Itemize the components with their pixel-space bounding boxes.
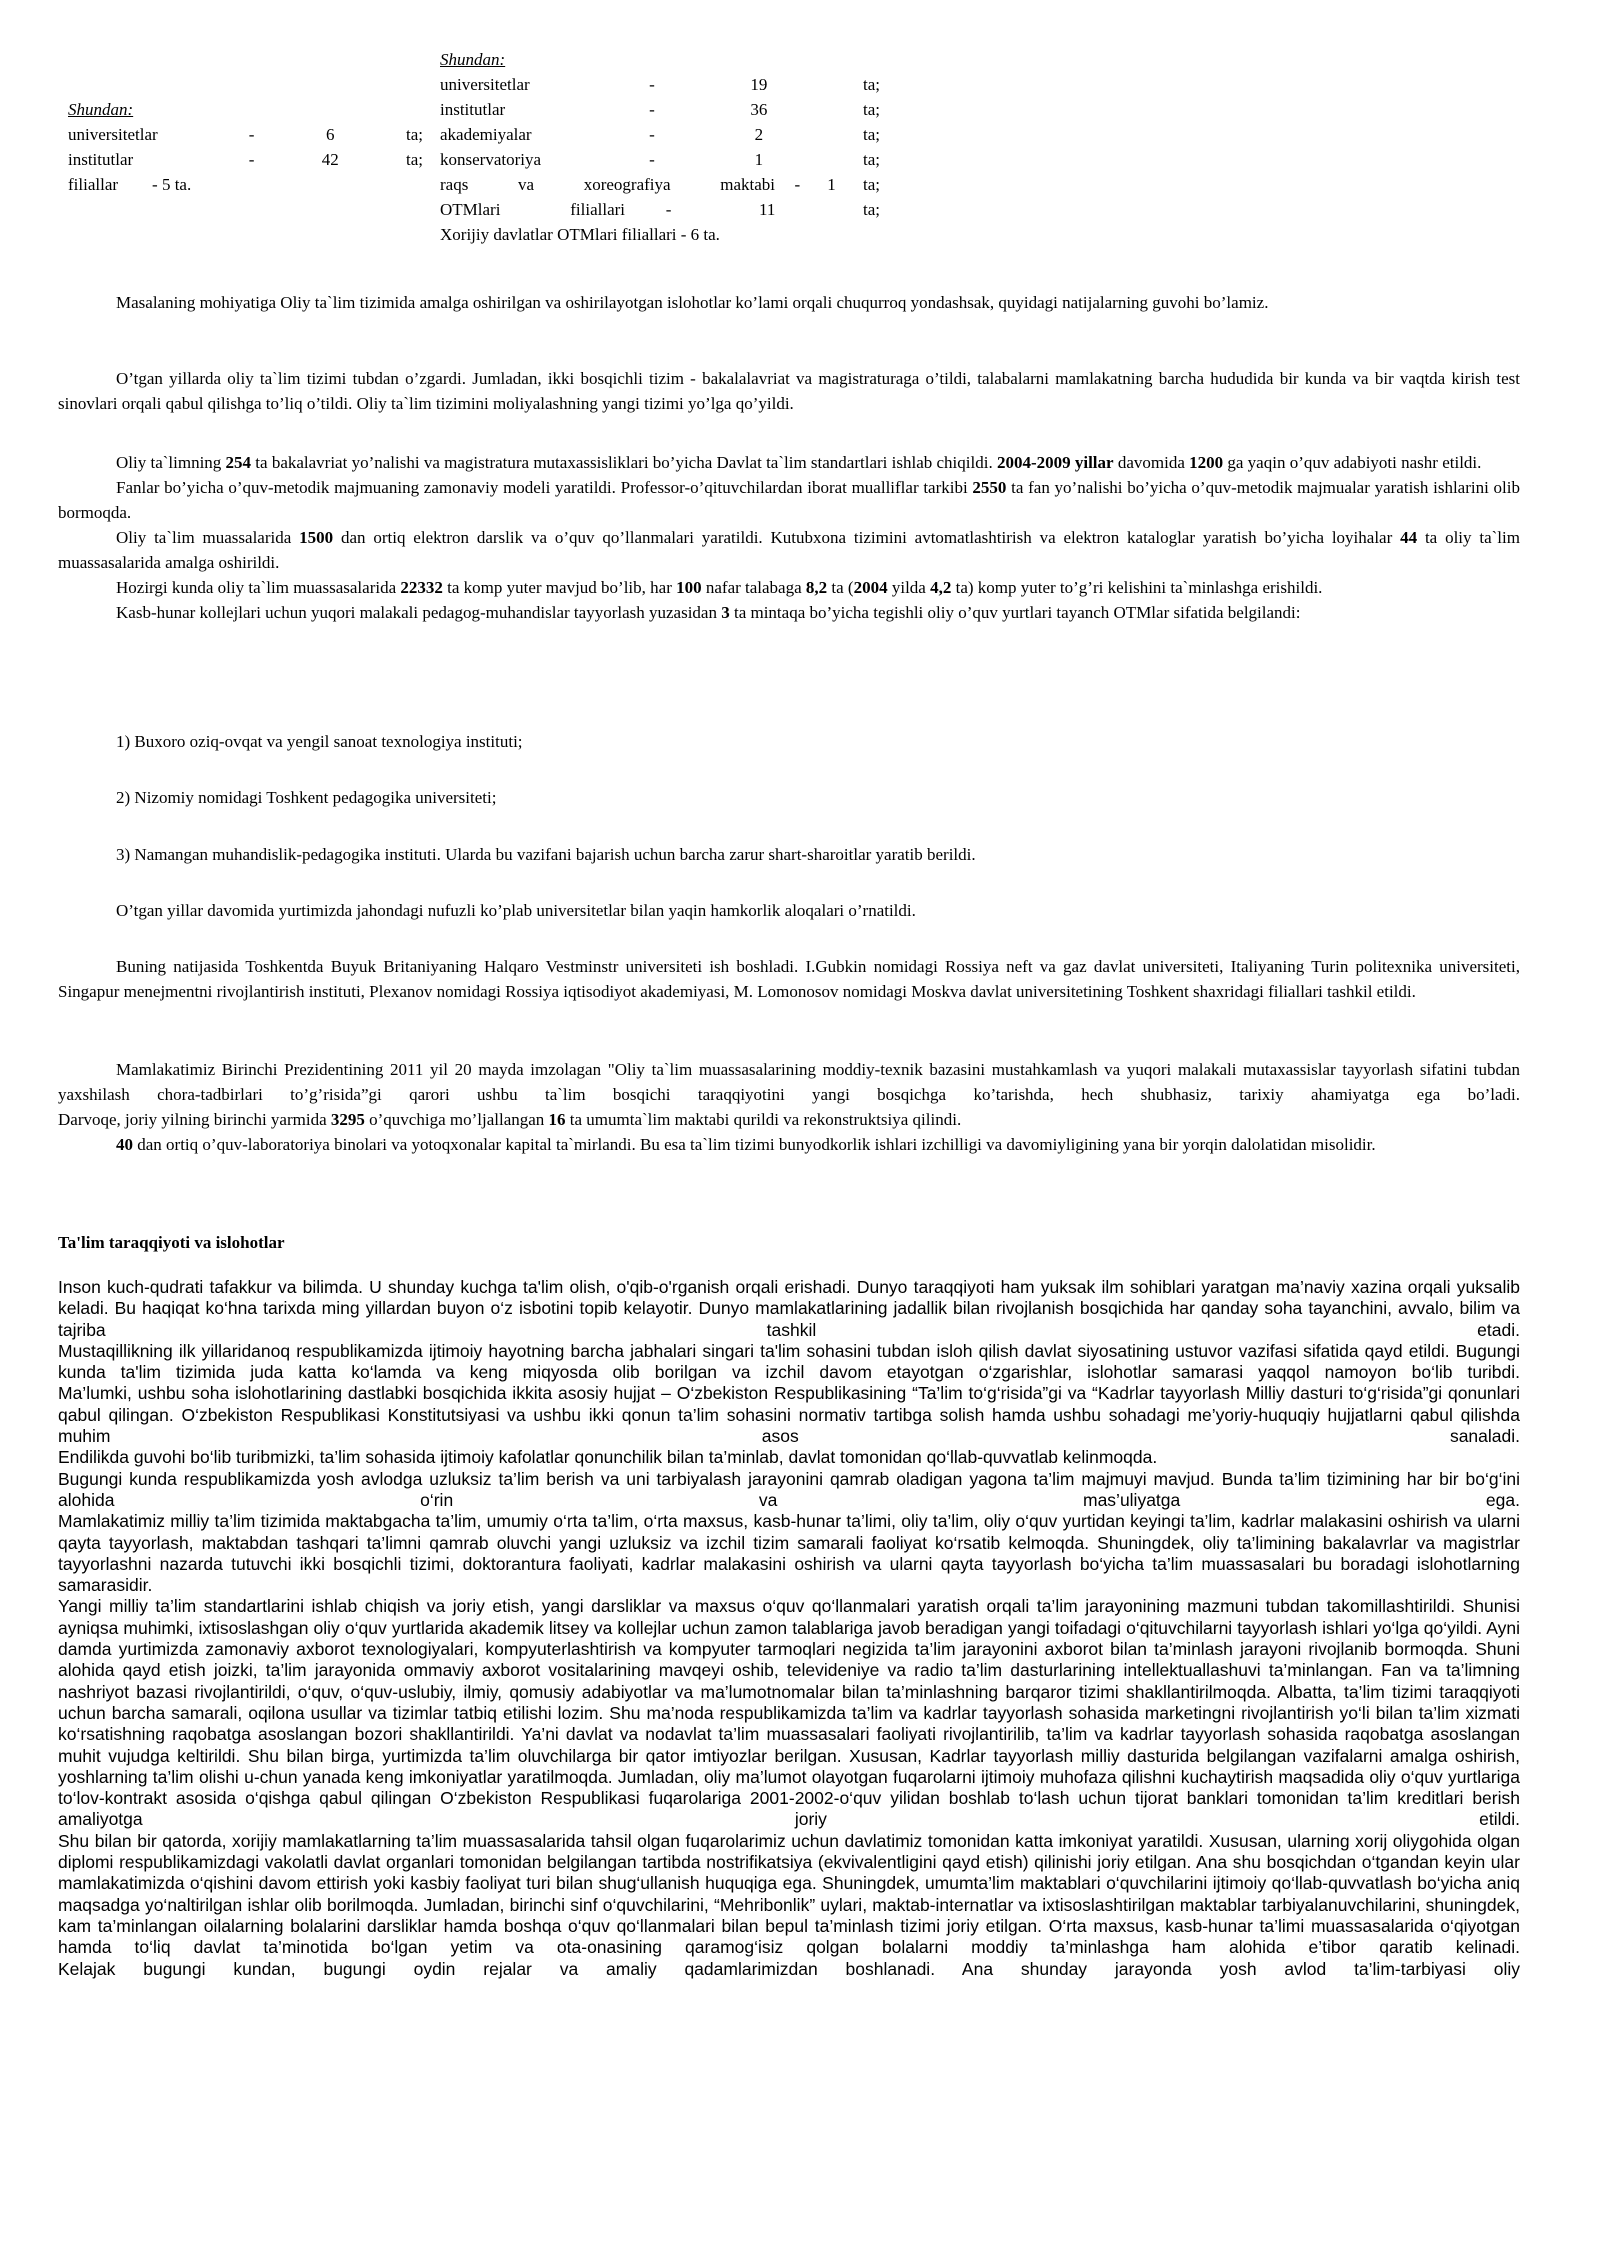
- text-run: 4,2: [930, 578, 952, 597]
- text-run: 3: [721, 603, 730, 622]
- text-run: 1200: [1189, 453, 1224, 472]
- left-institution-list: [68, 97, 423, 197]
- paragraph-text: Mamlakatimiz Birinchi Prezidentining 2011 yil 20 mayda imzolagan "Oliy ta`lim muassasalarining moddiy-texnik bazasini mustahkamlash va yuqori malakali mutaxassislar tayyorlash sifatini tubdan yaxshilash chora-tadbirlari to’g’risida”gi qarori ushbu ta`lim bosqichi taraqqiyotini yangi bosqichga ko’tarishda, hech shubhasiz, tarixiy ahamiyatga ega bo’ladi.: [58, 1060, 1520, 1104]
- paragraph-text: Kelajak bugungi kundan, bugungi oydin rejalar va amaliy qadamlarimizdan boshlanadi. Ana shunday jarayonda yosh avlod ta’lim-tarbiyasi oliy: [58, 1958, 1520, 1979]
- text-run: o’quvchiga mo’ljallangan: [364, 1110, 549, 1129]
- text-run: nafar talabaga: [701, 578, 806, 597]
- row-value: 1: [754, 150, 764, 169]
- text-run: Kasb-hunar kollejlari uchun yuqori malakali pedagog-muhandislar tayyorlash yuzasidan: [116, 603, 722, 622]
- row-value: 19: [750, 75, 768, 94]
- text-run: 22332: [400, 578, 443, 597]
- row-name: OTMlari filiallari: [440, 200, 625, 219]
- paragraph: [58, 290, 1520, 315]
- text-run: Oliy ta`lim muassalarida: [116, 528, 300, 547]
- right-list-title: Shundan:: [440, 50, 506, 69]
- text-run: yilda: [887, 578, 931, 597]
- text-run: 100: [676, 578, 702, 597]
- paragraph: [58, 954, 1520, 1004]
- paragraph-text: [58, 575, 1520, 600]
- text-run: 2004-2009 yillar: [996, 453, 1114, 472]
- right-institution-list: [440, 47, 880, 247]
- text-run: Hozirgi kunda oliy ta`lim muassasalarida: [116, 578, 401, 597]
- row-unit: ta;: [863, 100, 880, 119]
- row-name: raqs va xoreografiya maktabi: [440, 175, 775, 194]
- right-list-row: [440, 197, 880, 222]
- right-list-row: [440, 72, 880, 97]
- paragraph-text: [58, 1107, 1520, 1132]
- right-list-row: [440, 97, 880, 122]
- right-list-row: [440, 147, 880, 172]
- paragraph-text: Masalaning mohiyatiga Oliy ta`lim tizimida amalga oshirilgan va oshirilayotgan islohotlar ko’lami orqali chuqurroq yondashsak, quyidagi natijalarning guvohi bo’lamiz.: [116, 293, 1269, 312]
- decree-block: [58, 1057, 1520, 1157]
- text-run: ta fan yo’nalishi bo’yicha o’quv-metodik majmualar yaratish ishlarini olib bormoqda.: [58, 478, 1520, 522]
- row-unit: ta;: [862, 175, 880, 194]
- left-list-last: filiallar - 5 ta.: [68, 175, 192, 194]
- text-run: ta) komp yuter to’g’ri kelishini ta`minlashga erishildi.: [951, 578, 1323, 597]
- row-value: 6: [325, 125, 335, 144]
- paragraph-text: Mamlakatimiz milliy ta’lim tizimida maktabgacha ta’lim, umumiy o‘rta ta’lim, o‘rta maxsus, kasb-hunar ta’limi, oliy ta’lim, oliy o‘quv yurtidan keyingi ta’lim, kadrlar malakasini oshirish va ularni qayta tayyorlash, maktabdan tashqari ta’limni qamrab oluvchi yangi uzluksiz va izchil tizim samarali faoliyat ko‘rsatib kelmoqda. Shuningdek, oliy ta’limining bakalavrlar va magistrlar tayyorlashni nazarda tutuvchi ikki bosqichli tizimi, doktorantura faoliyati, kadrlar malakasini oshirish va ularni qayta tayyorlash bo‘yicha ta’lim muassasalari bu boradagi islohotlarning samarasidir.: [58, 1511, 1520, 1596]
- text-run: ta oliy ta`lim muassasalarida amalga oshirildi.: [58, 528, 1520, 572]
- row-unit: ta;: [863, 150, 880, 169]
- row-dash: -: [248, 125, 255, 144]
- list-item-text: 2) Nizomiy nomidagi Toshkent pedagogika universiteti;: [116, 788, 497, 807]
- list-item-text: 1) Buxoro oziq-ovqat va yengil sanoat texnologiya instituti;: [116, 732, 523, 751]
- text-run: 16: [548, 1110, 566, 1129]
- paragraph-text: [58, 600, 1520, 625]
- row-name: institutlar: [68, 150, 134, 169]
- right-list-last: Xorijiy davlatlar OTMlari filiallari - 6 ta.: [440, 225, 720, 244]
- left-list-row: [68, 147, 423, 172]
- paragraph-text: Buning natijasida Toshkentda Buyuk Britaniyaning Halqaro Vestminstr universiteti ish boshladi. I.Gubkin nomidagi Rossiya neft va gaz davlat universiteti, Italiyaning Turin politexnika universiteti, Singapur menejmentni rivojlantirish instituti, Plexanov nomidagi Rossiya iqtisodiyot akademiyasi, M. Lomonosov nomidagi Moskva davlat universitetining Toshkent shaxridagi filiallari tashkil etildi.: [58, 957, 1520, 1001]
- text-run: 40: [116, 1135, 133, 1154]
- left-list-title: Shundan:: [68, 100, 134, 119]
- paragraph-text: Yangi milliy ta’lim standartlarini ishlab chiqish va joriy etish, yangi darsliklar va maxsus o‘quv qo‘llanmalari yaratish orqali ta’lim jarayonining mazmuni tubdan takomillashtirildi. Shunisi ayniqsa muhimki, ixtisoslashgan oliy o‘quv yurtlarida akademik litsey va kollejlar uchun zamon talablariga javob beradigan yangi toifadagi o‘qituvchilarni tayyorlash ishlari yo‘lga qo‘yildi. Ayni damda yurtimizda zamonaviy axborot texnologiyalari, kompyuterlashtirish va kompyuter tarmoqlari negizida ta’lim jarayonini axborot bilan ta’minlash jarayoni rivojlanib bormoqda. Shuni alohida qayd etish joizki, ta’lim jarayonida ommaviy axborot vositalarining mavqeyi oshib, televideniye va radio ta’lim dasturlarining intellektuallashuvi ta’minlangan. Fan va ta’limning nashriyot bazasi rivojlantirildi, o‘quv, o‘quv-uslubiy, ilmiy, qomusiy adabiyotlar va ma’lumotnomalar bilan ta’minlashning barqaror tizimi shakllantirilmoqda. Albatta, ta’lim tizimi taraqqiyoti uchun barcha samarali, oqilona usullar va tizimlar tatbiq etilishi lozim. Shu ma’noda respublikamizda ta’lim va kadrlar tayyorlash sohasida marketingni rivojlantirish yo‘li bilan ta’lim xizmati ko‘rsatishning raqobatga asoslangan bozori shakllantirildi. Ya’ni davlat va nodavlat ta’lim muassasalari faoliyati rivojlantirilib, ta’lim va kadrlar tayyorlash sohasida raqobatga asoslangan muhit vujudga keltirildi. Shu bilan birga, yurtimizda ta’lim oluvchilarga bir qator imtiyozlar berilgan. Xususan, Kadrlar tayyorlash milliy dasturida belgilangan vazifalarni amalga oshirish, yoshlarning ta’lim olishi u-chun yanada keng imkoniyatlar yaratilmoqda. Jumladan, oliy ma’lumot olayotgan fuqarolarni ijtimoiy muhofaza qilishni kuchaytirish maqsadida oliy o‘quv yurtlariga to‘lov-kontrakt asosida o‘qishga qabul qilingan O‘zbekiston Respublikasi fuqarolariga 2001-2002-o‘quv yilidan boshlab to‘lash uchun tijorat banklari tomonidan ta’lim kreditlari berish amaliyotga joriy etildi.: [58, 1596, 1520, 1830]
- paragraph-text: [58, 1132, 1520, 1157]
- row-name: institutlar: [440, 100, 506, 119]
- list-item: [58, 785, 1520, 810]
- row-unit: ta;: [863, 125, 880, 144]
- row-unit: ta;: [863, 75, 880, 94]
- text-run: Fanlar bo’yicha o’quv-metodik majmuaning zamonaviy modeli yaratildi. Professor-o’qituvchilardan iborat mualliflar tarkibi: [116, 478, 973, 497]
- row-name: akademiyalar: [440, 125, 532, 144]
- paragraph-text: O’tgan yillar davomida yurtimizda jahondagi nufuzli ko’plab universitetlar bilan yaqin hamkorlik aloqalari o’rnatildi.: [116, 901, 916, 920]
- row-value: 11: [759, 200, 776, 219]
- row-name: universitetlar: [440, 75, 530, 94]
- left-list-row: [68, 122, 423, 147]
- row-value: 36: [750, 100, 768, 119]
- text-run: 1500: [299, 528, 334, 547]
- text-run: ta mintaqa bo’yicha tegishli oliy o’quv yurtlari tayanch OTMlar sifatida belgilandi:: [729, 603, 1301, 622]
- paragraph: [58, 366, 1520, 416]
- paragraph-text: [58, 475, 1520, 525]
- paragraph-text: O’tgan yillarda oliy ta`lim tizimi tubdan o’zgardi. Jumladan, ikki bosqichli tizim - bakalalavriat va magistraturaga o’tildi, talabalarni mamlakatning barcha hududida bir kunda va bir vaqtda kirish test sinovlari orqali qabul qilishga to’liq o’tildi. Oliy ta`lim tizimini moliyalashning yangi tizimi yo’lga qo’yildi.: [58, 369, 1520, 413]
- text-run: dan ortiq elektron darslik va o’quv qo’llanmalari yaratildi. Kutubxona tizimini avtomatlashtirish va elektron kataloglar yaratish bo’yicha loyihalar: [333, 528, 1401, 547]
- row-dash: -: [794, 175, 801, 194]
- right-list-row: [440, 172, 880, 197]
- text-run: Darvoqe, joriy yilning birinchi yarmida: [58, 1110, 331, 1129]
- row-value: 2: [754, 125, 764, 144]
- row-dash: -: [649, 150, 655, 169]
- row-name: konservatoriya: [440, 150, 542, 169]
- row-dash: -: [649, 75, 655, 94]
- text-run: 8,2: [805, 578, 828, 597]
- text-run: ta umumta`lim maktabi qurildi va rekonstruktsiya qilindi.: [565, 1110, 962, 1129]
- text-run: 2550: [972, 478, 1007, 497]
- row-dash: -: [649, 100, 655, 119]
- text-run: ta (: [827, 578, 854, 597]
- text-run: dan ortiq o’quv-laboratoriya binolari va yotoqxonalar kapital ta`mirlandi. Bu esa ta`lim tizimi bunyodkorlik ishlari izchilligi va davomiyligining yana bir yorqin dalolatidan misolidir.: [133, 1135, 1376, 1154]
- paragraph-text: Inson kuch-qudrati tafakkur va bilimda. U shunday kuchga ta'lim olish, o'qib-o'rganish orqali erishadi. Dunyo taraqqiyoti ham yuksak ilm sohiblari yaratgan ma’naviy xazina orqali yuksalib keladi. Bu haqiqat ko‘hna tarixda ming yillardan buyon o‘z isbotini topib kelayotir. Dunyo mamlakatlarining jadallik bilan rivojlanish bosqichida har qanday soha tayanchini, avvalo, bilim va tajriba tashkil etadi.: [58, 1277, 1520, 1340]
- row-dash: -: [665, 200, 672, 219]
- paragraph-text: Ma’lumki, ushbu soha islohotlarining dastlabki bosqichida ikkita asosiy hujjat – O‘zbekiston Respublikasining “Ta’lim to‘g‘risida”gi va “Kadrlar tayyorlash Milliy dasturi to‘g‘risida”gi qonunlari qabul qilingan. O‘zbekiston Respublikasi Konstitutsiyasi va ushbu ikki qonun ta’lim sohasini normativ tartibga solish hamda ushbu sohadagi me’yoriy-huquqiy hujjatlarni qabul qilishda muhim asos sanaladi.: [58, 1383, 1520, 1447]
- paragraph-text: Bugungi kunda respublikamizda yosh avlodga uzluksiz ta’lim berish va uni tarbiyalash jarayonini qamrab oladigan yagona ta’lim majmuyi mavjud. Bunda ta’lim tizimining har bir bo‘g‘ini alohida o‘rin va mas’uliyatga ega.: [58, 1468, 1520, 1510]
- text-run: 2004: [853, 578, 888, 597]
- right-list-row: [440, 122, 880, 147]
- row-dash: -: [649, 125, 655, 144]
- row-value: 42: [321, 150, 339, 169]
- body-text: [58, 1277, 1520, 1980]
- text-run: 44: [1400, 528, 1418, 547]
- text-run: ta bakalavriat yo’nalishi va magistratura mutaxassisliklari bo’yicha Davlat ta`lim standartlari ishlab chiqildi.: [251, 453, 997, 472]
- section-heading: Ta'lim taraqqiyoti va islohotlar: [58, 1233, 285, 1252]
- text-run: 254: [225, 453, 252, 472]
- row-name: universitetlar: [68, 125, 158, 144]
- text-run: ta komp yuter mavjud bo’lib, har: [442, 578, 677, 597]
- row-value: 1: [827, 175, 836, 194]
- paragraph-text: Shu bilan bir qatorda, xorijiy mamlakatlarning ta’lim muassasalarida tahsil olgan fuqarolarimiz uchun davlatimiz tomonidan katta imkoniyat yaratildi. Xususan, ularning xorij oliygohida olgan diplomi respublikamizdagi vakolatli davlat organlari tomonidan belgilangan tartibda nostrifikatsiya (ekvivalentligini qayd etish) qilinishi joriy etilgan. Ana shu bosqichdan o‘tgandan keyin ular mamlakatimizda o‘qishini davom ettirish yoki kasbiy faoliyat turi bilan shug‘ullanish huquqiga ega. Shuningdek, umumta’lim maktablari o‘quvchilarini ijtimoiy qo‘llab-quvvatlash bo‘yicha aniq maqsadga yo‘naltirilgan ishlar olib borilmoqda. Jumladan, birinchi sinf o‘quvchilarini, “Mehribonlik” uylari, maktab-internatlar va ixtisoslashtirilgan maktablar tarbiyalanuvchilarini, shuningdek, kam ta’minlangan oilalarning bolalarini darsliklar hamda boshqa o‘quv qo‘llanmalari bilan bepul ta’minlash tizimi joriy etilgan. O‘rta maxsus, kasb-hunar ta’limi muassasalarida o‘qiyotgan hamda to‘liq davlat ta’minotida bo‘lgan yetim va ota-onasining qaramog‘isiz qolgan bolalarni moddiy ta’minlashga ham alohida e’tibor qaratib kelinadi.: [58, 1830, 1520, 1958]
- achievements-block: [58, 450, 1520, 625]
- list-item: [58, 729, 1520, 754]
- row-unit: ta;: [405, 150, 423, 169]
- text-run: ga yaqin o’quv adabiyoti nashr etildi.: [1223, 453, 1482, 472]
- row-unit: ta;: [405, 125, 423, 144]
- text-run: Oliy ta`limning: [116, 453, 226, 472]
- row-unit: ta;: [862, 200, 880, 219]
- paragraph-text: [58, 450, 1520, 475]
- paragraph: [58, 898, 1520, 923]
- paragraph-text: [58, 525, 1520, 575]
- paragraph-text: Mustaqillikning ilk yillaridanoq respublikamizda ijtimoiy hayotning barcha jabhalari singari ta'lim sohasini tubdan isloh qilish davlat siyosatining ustuvor vazifasi sifatida qayd etildi. Bugungi kunda ta'lim tizimida juda katta ko‘lamda va keng miqyosda olib borilgan va izchil davom etayotgan o‘zgarishlar, islohotlar samarasi yaqqol namoyon bo‘lib turibdi.: [58, 1340, 1520, 1383]
- row-dash: -: [248, 150, 255, 169]
- list-item: [58, 842, 1520, 867]
- list-item-text: 3) Namangan muhandislik-pedagogika instituti. Ularda bu vazifani bajarish uchun barcha zarur shart-sharoitlar yaratib berildi.: [116, 845, 976, 864]
- text-run: davomida: [1113, 453, 1190, 472]
- paragraph-text: Endilikda guvohi bo‘lib turibmizki, ta’lim sohasida ijtimoiy kafolatlar qonunchilik bilan ta’minlab, davlat tomonidan qo‘llab-quvvatlab kelinmoqda.: [58, 1447, 1158, 1468]
- text-run: 3295: [330, 1110, 365, 1129]
